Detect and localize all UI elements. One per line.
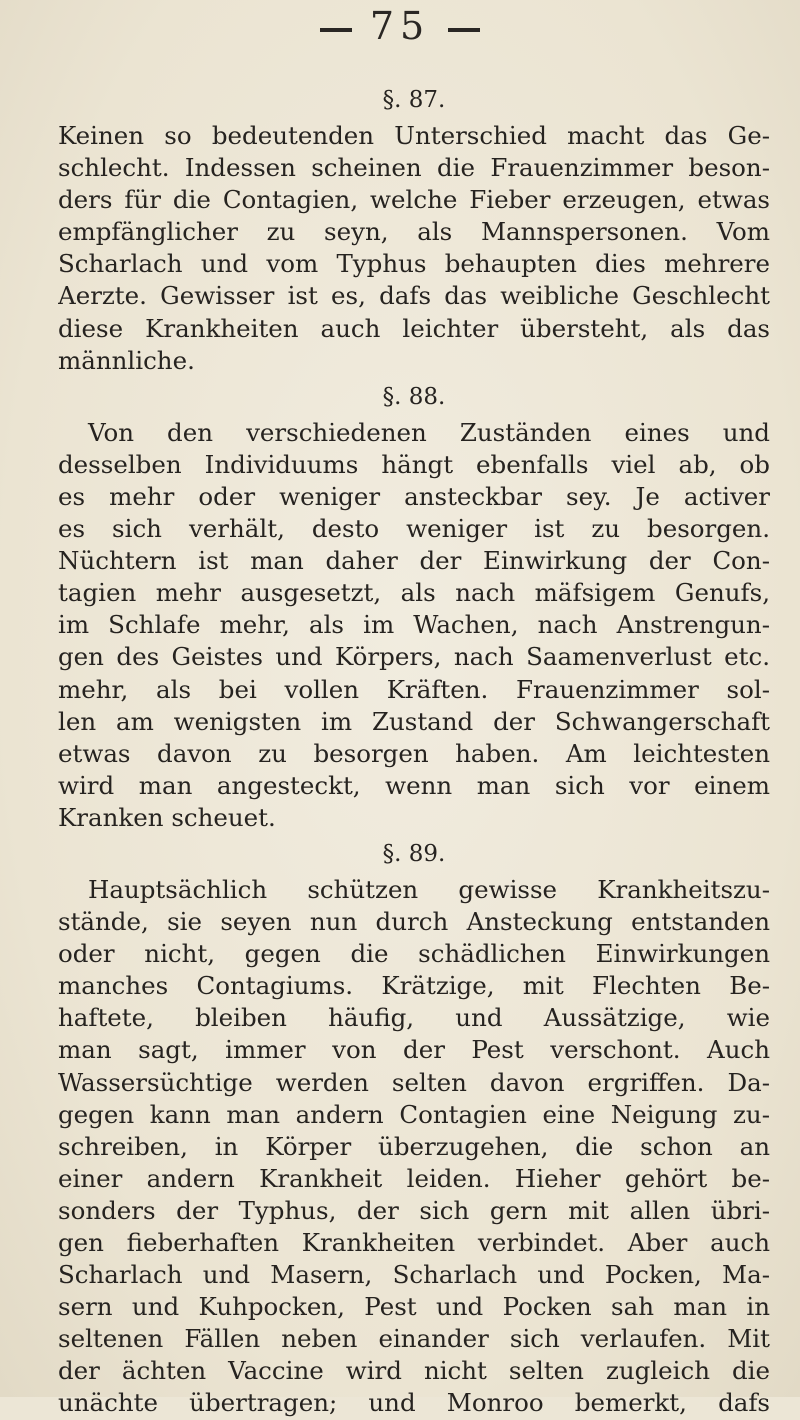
page-number: 75 xyxy=(369,4,431,48)
header-dash-right xyxy=(448,28,480,32)
text-line: gen fieberhaften Krankheiten verbindet. Aber auch xyxy=(58,1228,770,1257)
text-line: desselben Individuums hängt ebenfalls viel ab, ob xyxy=(58,449,770,479)
text-line: len am wenigsten im Zustand der Schwangerschaft xyxy=(58,706,770,736)
text-line: sern und Kuhpocken, Pest und Pocken sah man in xyxy=(58,1292,770,1322)
section-heading-89: §. 89. xyxy=(382,840,446,867)
text-line: Aerzte. Gewisser ist es, dafs das weibliche Geschlecht xyxy=(58,281,770,311)
text-line: ders für die Contagien, welche Fieber erzeugen, etwas xyxy=(58,185,770,215)
text-line: es mehr oder weniger ansteckbar sey. Je activer xyxy=(58,481,770,511)
text-line: empfänglicher zu seyn, als Mannspersonen. Vom xyxy=(58,217,770,247)
body-text xyxy=(58,82,770,1420)
text-line: Hauptsächlich schützen gewisse Krankheitszu- xyxy=(88,874,770,904)
text-line: man sagt, immer von der Pest verschont. Auch xyxy=(58,1035,770,1065)
text-line: Scharlach und Masern, Scharlach und Pocken, Ma- xyxy=(58,1260,770,1290)
text-line: gen des Geistes und Körpers, nach Saamenverlust etc. xyxy=(58,642,770,672)
text-line: seltenen Fällen neben einander sich verlaufen. Mit xyxy=(58,1324,770,1354)
text-line: schlecht. Indessen scheinen die Frauenzimmer beson- xyxy=(58,153,770,183)
text-line: Von den verschiedenen Zuständen eines und xyxy=(88,417,770,447)
text-line: Nüchtern ist man daher der Einwirkung der Con- xyxy=(58,546,770,576)
paragraph-87 xyxy=(58,120,770,377)
text-line: stände, sie seyen nun durch Ansteckung entstanden xyxy=(58,907,770,937)
text-line: wird man angesteckt, wenn man sich vor einem xyxy=(58,770,770,800)
page-header xyxy=(0,4,800,48)
text-line: manches Contagiums. Krätzige, mit Flechten Be- xyxy=(58,971,770,1001)
text-line: Keinen so bedeutenden Unterschied macht das Ge- xyxy=(58,121,770,150)
text-line: einer andern Krankheit leiden. Hieher gehört be- xyxy=(58,1163,770,1193)
text-line: der ächten Vaccine wird nicht selten zugleich die xyxy=(58,1356,770,1386)
section-heading-88: §. 88. xyxy=(382,383,446,410)
text-line: Kranken scheuet. xyxy=(58,802,276,832)
text-line: oder nicht, gegen die schädlichen Einwirkungen xyxy=(58,939,770,969)
text-line: diese Krankheiten auch leichter übersteht, als das xyxy=(58,313,770,343)
text-line: etwas davon zu besorgen haben. Am leichtesten xyxy=(58,738,770,768)
text-line: es sich verhält, desto weniger ist zu besorgen. xyxy=(58,514,770,544)
text-line: Wassersüchtige werden selten davon ergriffen. Da- xyxy=(58,1067,770,1097)
text-line: im Schlafe mehr, als im Wachen, nach Anstrengun- xyxy=(58,610,770,640)
section-heading-87: §. 87. xyxy=(382,87,446,113)
text-line: tagien mehr ausgesetzt, als nach mäfsigem Genufs, xyxy=(58,578,770,608)
text-line: mehr, als bei vollen Kräften. Frauenzimmer sol- xyxy=(58,674,770,704)
paragraph-89 xyxy=(58,874,770,1420)
text-line: sonders der Typhus, der sich gern mit allen übri- xyxy=(58,1195,770,1225)
text-line: schreiben, in Körper überzugehen, die schon an xyxy=(58,1131,770,1161)
text-line: männliche. xyxy=(58,345,195,375)
text-line: Scharlach und vom Typhus behaupten dies mehrere xyxy=(58,249,770,279)
text-line: haftete, bleiben häufig, und Aussätzige, wie xyxy=(58,1003,770,1033)
text-line: unächte übertragen; und Monroo bemerkt, dafs xyxy=(58,1388,770,1418)
text-line: gegen kann man andern Contagien eine Neigung zu- xyxy=(58,1099,770,1129)
paragraph-88 xyxy=(58,417,770,834)
header-dash-left xyxy=(320,28,352,32)
